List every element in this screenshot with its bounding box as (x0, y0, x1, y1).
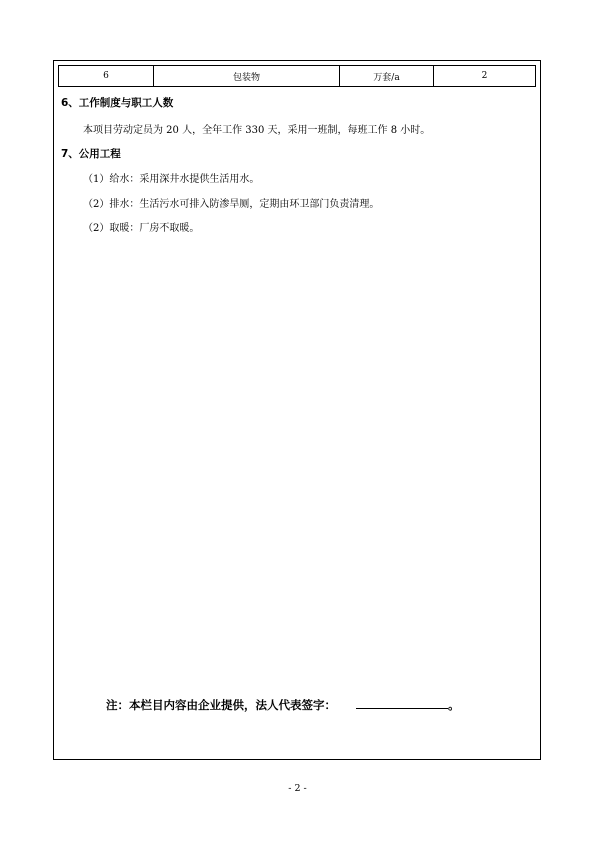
section7-heading: 7、公用工程 (61, 148, 121, 160)
cell-no: 6 (59, 66, 154, 86)
section7-item-drainage: （2）排水：生活污水可排入防渗旱厕，定期由环卫部门负责清理。 (83, 199, 380, 210)
signature-note (106, 696, 460, 713)
section6-heading: 6、工作制度与职工人数 (61, 97, 174, 109)
section6-text: 本项目劳动定员为 20 人，全年工作 330 天，采用一班制，每班工作 8 小时。 (83, 125, 431, 136)
cell-name: 包装物 (154, 66, 340, 86)
signature-note-text: 注：本栏目内容由企业提供，法人代表签字： (106, 698, 336, 712)
form-frame (53, 60, 541, 760)
section7-item-heating: （2）取暖：厂房不取暖。 (83, 223, 200, 234)
section7-item-water: （1）给水：采用深井水提供生活用水。 (83, 174, 260, 185)
page-number: - 2 - (288, 783, 307, 794)
signature-note-end: 。 (448, 698, 460, 712)
product-table-row (58, 65, 536, 87)
cell-qty: 2 (481, 71, 488, 81)
signature-line (356, 696, 448, 709)
cell-unit: 万套/a (340, 66, 434, 86)
